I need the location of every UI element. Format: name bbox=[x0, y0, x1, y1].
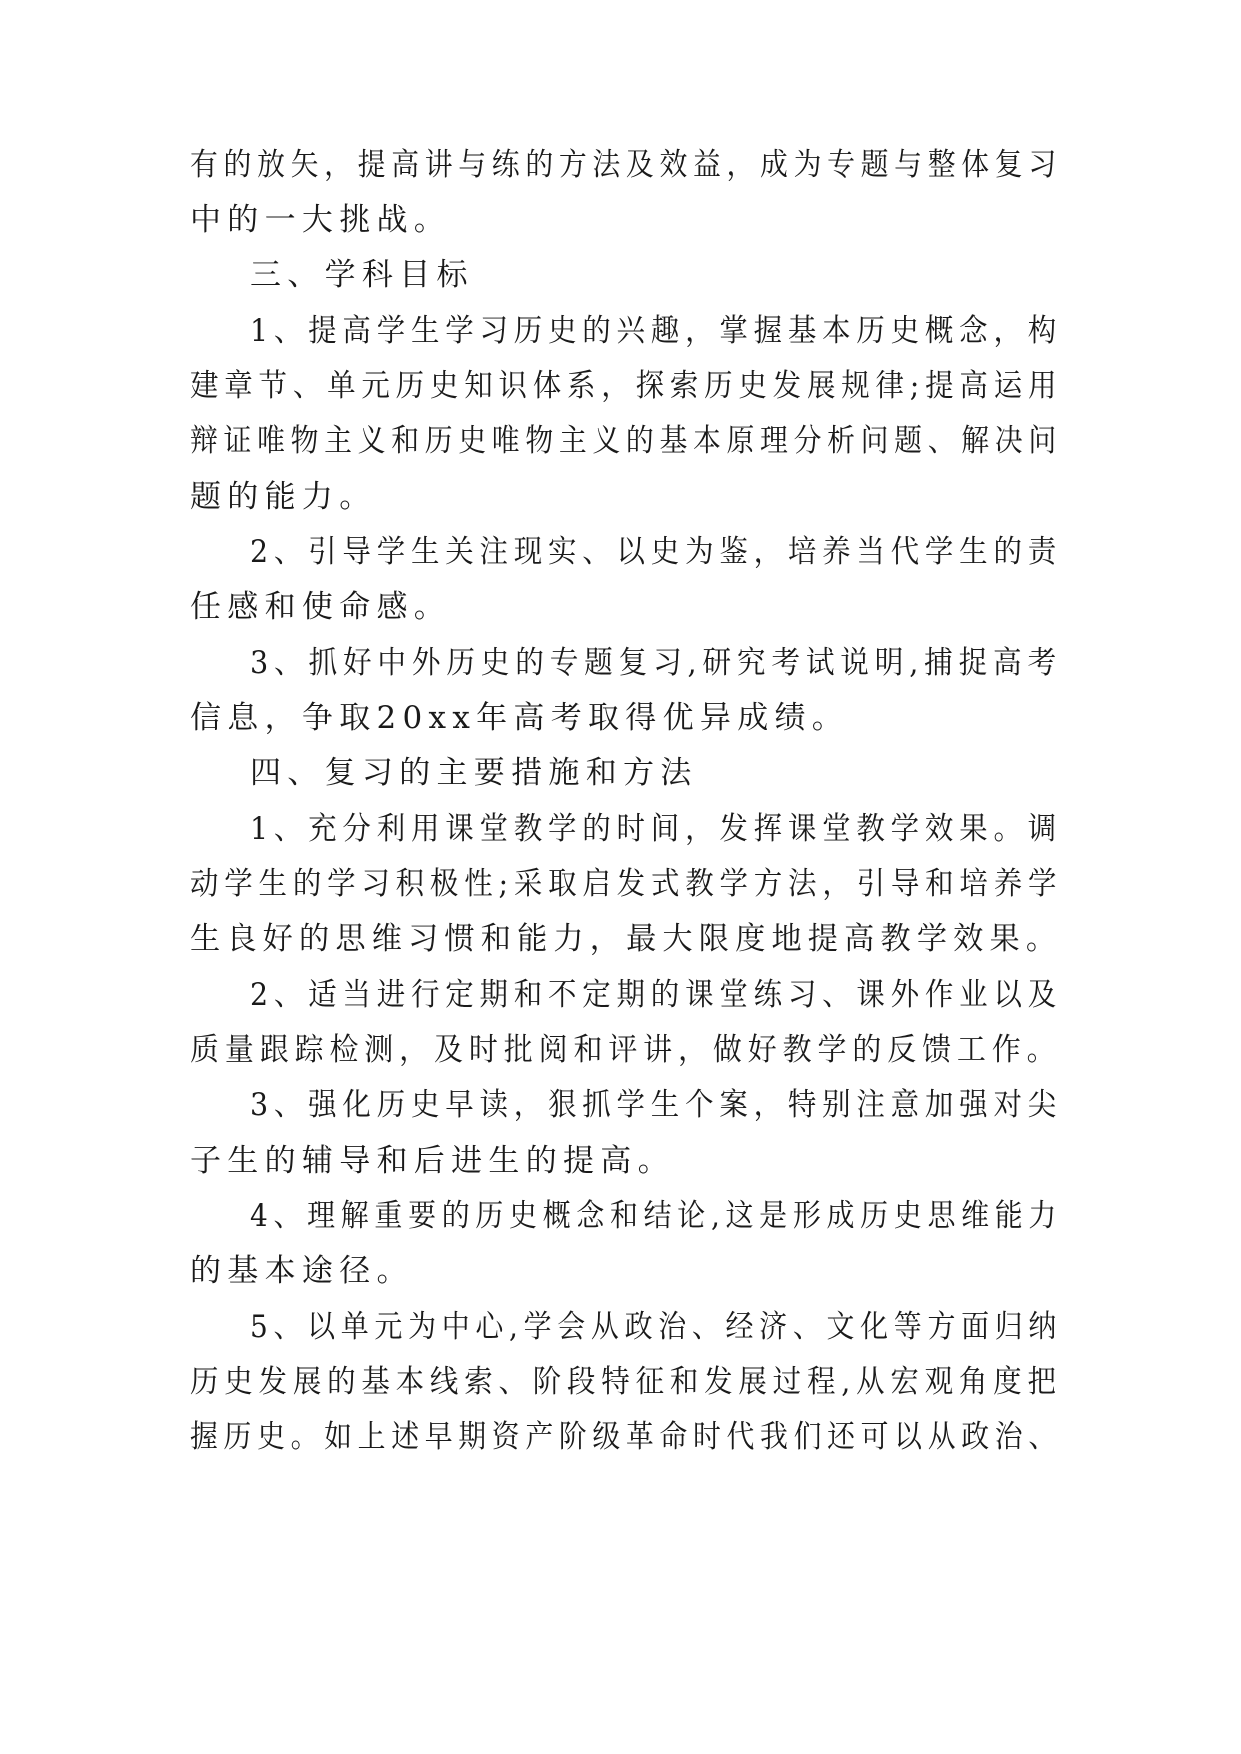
text-line: 2、引导学生关注现实、以史为鉴，培养当代学生的责 bbox=[250, 534, 1062, 570]
text-line: 辩证唯物主义和历史唯物主义的基本原理分析问题、解决问 bbox=[190, 423, 1062, 459]
text-line: 2、适当进行定期和不定期的课堂练习、课外作业以及 bbox=[250, 977, 1062, 1013]
section-heading: 三、学科目标 bbox=[250, 257, 474, 293]
text-line: 1、充分利用课堂教学的时间，发挥课堂教学效果。调 bbox=[250, 811, 1062, 847]
text-line: 建章节、单元历史知识体系，探索历史发展规律;提高运用 bbox=[190, 368, 1063, 404]
text-line: 质量跟踪检测，及时批阅和评讲，做好教学的反馈工作。 bbox=[190, 1032, 1062, 1068]
text-line: 3、抓好中外历史的专题复习,研究考试说明,捕捉高考 bbox=[250, 645, 1062, 681]
text-line: 握历史。如上述早期资产阶级革命时代我们还可以从政治、 bbox=[190, 1419, 1062, 1455]
text-line: 子生的辅导和后进生的提高。 bbox=[190, 1143, 675, 1179]
text-line: 4、理解重要的历史概念和结论,这是形成历史思维能力 bbox=[250, 1198, 1063, 1234]
section-heading: 四、复习的主要措施和方法 bbox=[250, 755, 698, 791]
text-line: 中的一大挑战。 bbox=[190, 202, 452, 238]
text-line: 有的放矢，提高讲与练的方法及效益，成为专题与整体复习 bbox=[190, 147, 1062, 183]
text-line: 5、以单元为中心,学会从政治、经济、文化等方面归纳 bbox=[250, 1309, 1063, 1345]
text-line: 题的能力。 bbox=[190, 479, 377, 515]
text-line: 历史发展的基本线索、阶段特征和发展过程,从宏观角度把 bbox=[190, 1364, 1062, 1400]
text-line: 3、强化历史早读，狠抓学生个案，特别注意加强对尖 bbox=[250, 1087, 1062, 1123]
text-line: 动学生的学习积极性;采取启发式教学方法，引导和培养学 bbox=[190, 866, 1063, 902]
text-line: 1、提高学生学习历史的兴趣，掌握基本历史概念，构 bbox=[250, 313, 1062, 349]
text-line: 生良好的思维习惯和能力，最大限度地提高教学效果。 bbox=[190, 921, 1063, 957]
text-line: 的基本途径。 bbox=[190, 1253, 414, 1289]
text-line: 信息，争取20xx年高考取得优异成绩。 bbox=[190, 700, 850, 736]
text-line: 任感和使命感。 bbox=[190, 589, 452, 625]
